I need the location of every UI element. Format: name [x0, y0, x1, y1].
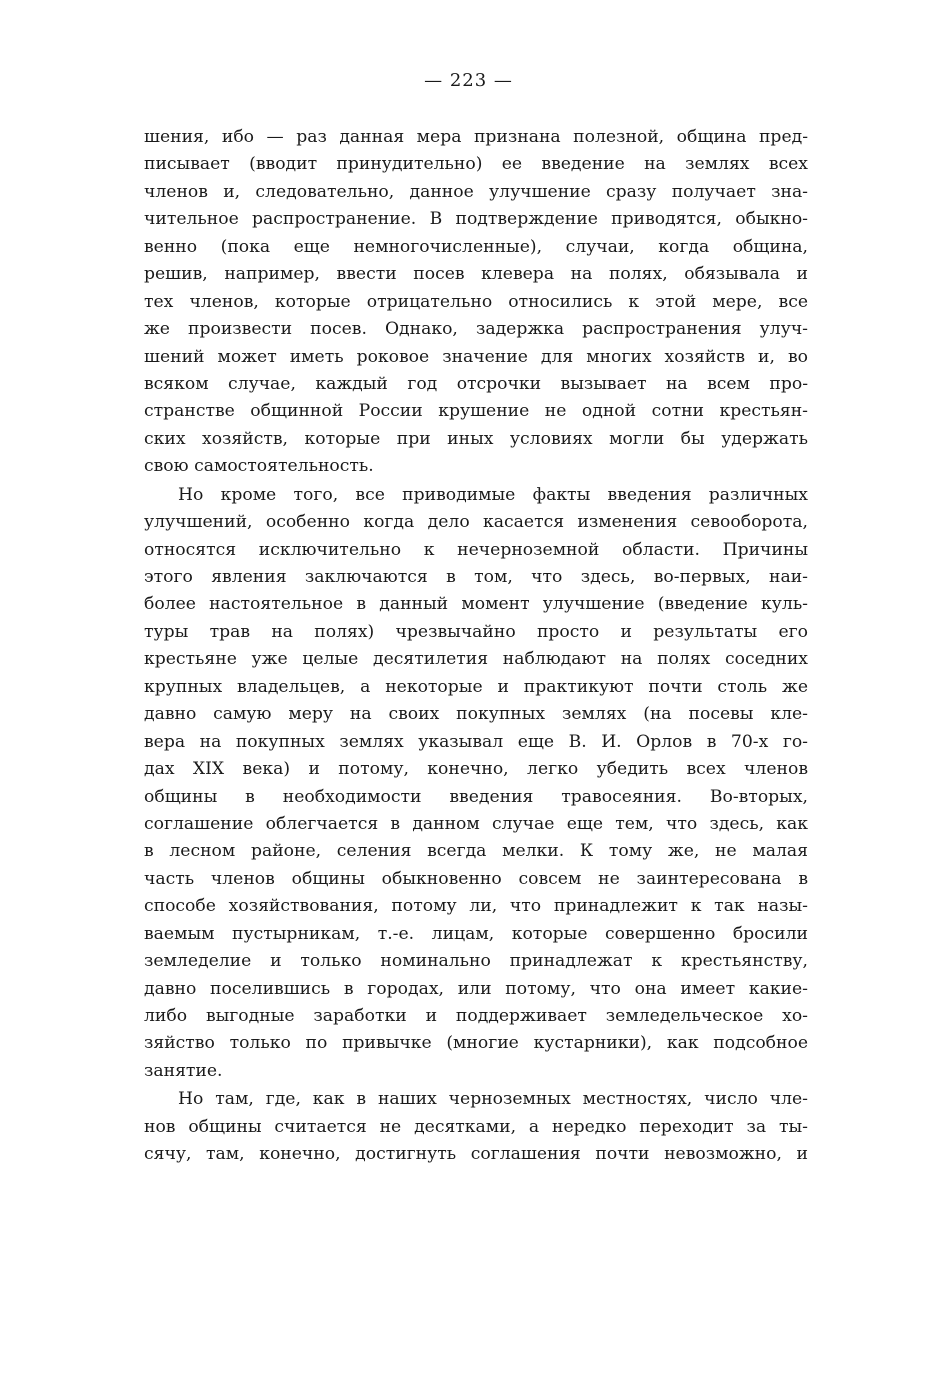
text-line: зяйство только по привычке (многие кустарники), как подсобное	[144, 1033, 808, 1054]
text-line: всяком случае, каждый год отсрочки вызывает на всем про-	[144, 373, 808, 394]
text-line: Но кроме того, все приводимые факты введения различных	[178, 484, 808, 505]
text-line: крестьяне уже целые десятилетия наблюдают на полях соседних	[144, 649, 808, 670]
text-line: более настоятельное в данный момент улучшение (введение куль-	[144, 594, 808, 615]
text-line: ваемым пустырникам, т.-е. лицам, которые совершенно бросили	[144, 923, 808, 944]
text-line: чительное распространение. В подтверждение приводятся, обыкно-	[144, 209, 808, 230]
text-line: этого явления заключаются в том, что здесь, во-первых, наи-	[144, 567, 808, 587]
text-line: странстве общинной России крушение не одной сотни крестьян-	[144, 401, 808, 422]
text-line: занятие.	[144, 1060, 223, 1081]
text-line: венно (пока еще немногочисленные), случаи, когда община,	[144, 236, 808, 257]
text-line: относятся исключительно к нечерноземной области. Причины	[144, 539, 808, 560]
text-line: писывает (вводит принудительно) ее введение на землях всех	[144, 154, 808, 175]
text-line: соглашение облегчается в данном случае еще тем, что здесь, как	[144, 813, 808, 834]
text-line: ских хозяйств, которые при иных условиях могли бы удержать	[144, 428, 808, 449]
text-line: шений может иметь роковое значение для многих хозяйств и, во	[144, 346, 808, 367]
text-line: туры трав на полях) чрезвычайно просто и результаты его	[144, 621, 808, 642]
text-line: тех членов, которые отрицательно относились к этой мере, все	[144, 291, 808, 312]
text-line: же произвести посев. Однако, задержка распространения улуч-	[144, 319, 808, 340]
text-line: способе хозяйствования, потому ли, что принадлежит к так назы-	[144, 896, 808, 917]
text-line: улучшений, особенно когда дело касается изменения севооборота,	[144, 512, 808, 533]
text-line: шения, ибо — раз данная мера признана полезной, община пред-	[144, 127, 808, 147]
text-line: в лесном районе, селения всегда мелки. К тому же, не малая	[144, 841, 808, 862]
text-line: сячу, там, конечно, достигнуть соглашения почти невозможно, и	[144, 1144, 808, 1165]
paragraph-1	[144, 124, 808, 481]
text-line: земледелие и только номинально принадлежат к крестьянству,	[144, 951, 808, 972]
text-line: крупных владельцев, а некоторые и практикуют почти столь же	[144, 676, 808, 697]
text-line: давно самую меру на своих покупных землях (на посевы кле-	[144, 704, 808, 725]
text-line: дах XIX века) и потому, конечно, легко убедить всех членов	[144, 759, 808, 780]
body-text	[144, 124, 808, 1169]
text-line: часть членов общины обыкновенно совсем не заинтересована в	[144, 868, 808, 889]
text-line: свою самостоятельность.	[144, 456, 374, 477]
text-line: членов и, следовательно, данное улучшение сразу получает зна-	[144, 181, 808, 202]
text-line: вера на покупных землях указывал еще В. И. Орлов в 70-х го-	[144, 731, 808, 752]
paragraph-2	[144, 482, 808, 1086]
page-number: — 223 —	[424, 70, 513, 91]
text-line: давно поселившись в городах, или потому, что она имеет какие-	[144, 978, 808, 999]
text-line: Но там, где, как в наших черноземных местностях, число чле-	[178, 1089, 808, 1110]
paragraph-3	[144, 1086, 808, 1168]
text-line: либо выгодные заработки и поддерживает земледельческое хо-	[144, 1006, 808, 1026]
text-line: решив, например, ввести посев клевера на полях, обязывала и	[144, 264, 808, 285]
text-line: общины в необходимости введения травосеяния. Во-вторых,	[144, 786, 808, 807]
text-line: нов общины считается не десятками, а нередко переходит за ты-	[144, 1116, 808, 1137]
